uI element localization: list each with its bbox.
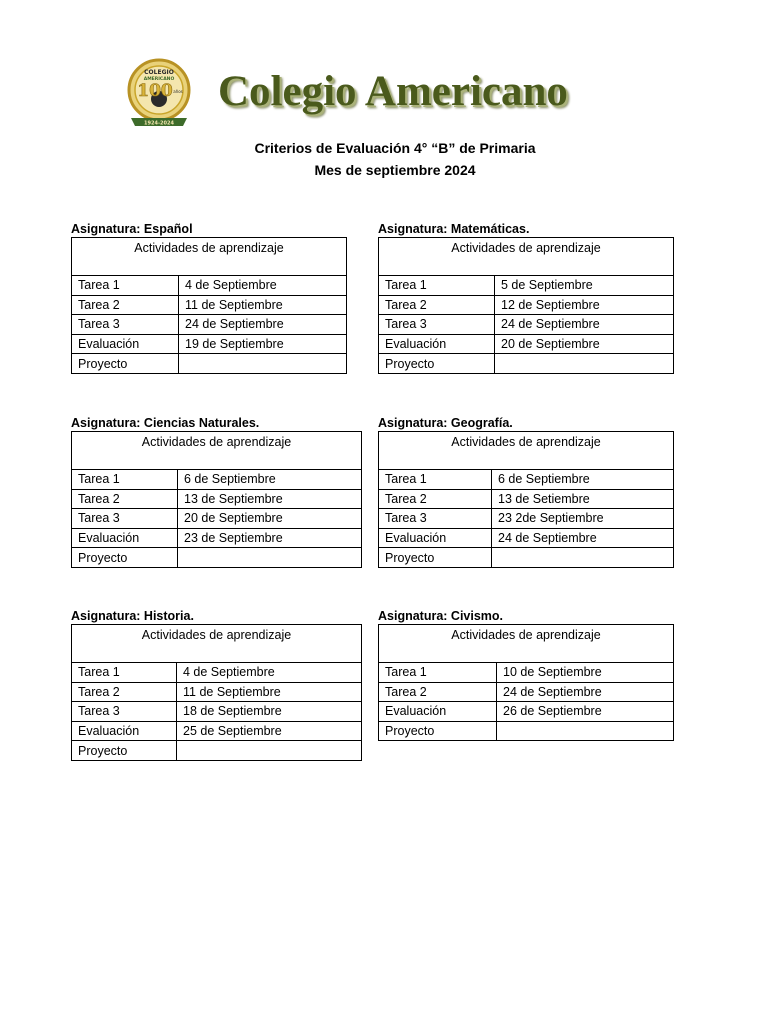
subject-label: Asignatura: Ciencias Naturales. <box>71 416 260 430</box>
table-header: Actividades de aprendizaje <box>72 238 347 276</box>
activity-cell: Proyecto <box>379 354 495 374</box>
table-row <box>379 682 674 702</box>
logo-number: 100 <box>137 81 173 101</box>
activity-cell: Evaluación <box>72 528 178 548</box>
table-row <box>72 470 362 490</box>
school-crest-logo <box>121 56 197 132</box>
table-row <box>72 741 362 761</box>
subject-label: Asignatura: Historia. <box>71 609 194 623</box>
date-cell: 23 de Septiembre <box>178 528 362 548</box>
activity-cell: Tarea 2 <box>72 489 178 509</box>
table-header-row <box>379 238 674 276</box>
table-row <box>379 354 674 374</box>
date-cell <box>495 354 674 374</box>
date-cell: 19 de Septiembre <box>179 334 347 354</box>
logo-text-sub: AMERICANO <box>143 77 175 82</box>
table-row <box>379 528 674 548</box>
table-row <box>72 334 347 354</box>
subject-block-geografia <box>378 415 674 568</box>
activities-table <box>378 431 674 568</box>
activity-cell: Tarea 2 <box>379 489 492 509</box>
school-name: Colegio Americano <box>218 68 568 115</box>
table-row <box>72 682 362 702</box>
subject-label: Asignatura: Geografía. <box>378 416 513 430</box>
subject-label: Asignatura: Matemáticas. <box>378 222 530 236</box>
table-header: Actividades de aprendizaje <box>72 432 362 470</box>
table-row <box>72 721 362 741</box>
table-row <box>379 315 674 335</box>
date-cell: 26 de Septiembre <box>497 702 674 722</box>
table-row <box>72 702 362 722</box>
activity-cell: Evaluación <box>379 528 492 548</box>
activities-table <box>378 237 674 374</box>
activity-cell: Tarea 3 <box>72 702 177 722</box>
activity-cell: Proyecto <box>72 354 179 374</box>
date-cell: 13 de Setiembre <box>492 489 674 509</box>
date-cell: 6 de Septiembre <box>492 470 674 490</box>
logo-years: años <box>173 89 183 94</box>
activity-cell: Tarea 2 <box>379 295 495 315</box>
date-cell: 24 de Septiembre <box>495 315 674 335</box>
table-header-row <box>72 625 362 663</box>
activity-cell: Tarea 1 <box>72 276 179 296</box>
activity-cell: Proyecto <box>72 741 177 761</box>
table-header-row <box>379 432 674 470</box>
activity-cell: Tarea 1 <box>379 663 497 683</box>
activities-table <box>378 624 674 741</box>
date-cell: 24 de Septiembre <box>497 682 674 702</box>
date-cell: 13 de Septiembre <box>178 489 362 509</box>
page-title: Criterios de Evaluación 4° “B” de Primaria <box>254 140 536 156</box>
table-header-row <box>379 625 674 663</box>
date-cell: 6 de Septiembre <box>178 470 362 490</box>
table-header: Actividades de aprendizaje <box>72 625 362 663</box>
table-row <box>72 354 347 374</box>
activity-cell: Tarea 3 <box>72 509 178 529</box>
date-cell: 20 de Septiembre <box>495 334 674 354</box>
date-cell: 5 de Septiembre <box>495 276 674 296</box>
subject-block-civismo <box>378 608 674 741</box>
table-row <box>72 276 347 296</box>
activity-cell: Proyecto <box>379 721 497 741</box>
activity-cell: Evaluación <box>379 334 495 354</box>
table-row <box>379 509 674 529</box>
table-row <box>379 470 674 490</box>
date-cell: 24 de Septiembre <box>179 315 347 335</box>
activity-cell: Tarea 2 <box>379 682 497 702</box>
table-row <box>72 509 362 529</box>
date-cell <box>492 548 674 568</box>
table-row <box>379 295 674 315</box>
table-row <box>379 276 674 296</box>
table-row <box>379 663 674 683</box>
activity-cell: Proyecto <box>379 548 492 568</box>
table-header: Actividades de aprendizaje <box>379 432 674 470</box>
table-row <box>379 334 674 354</box>
activity-cell: Tarea 1 <box>379 470 492 490</box>
activity-cell: Tarea 1 <box>72 663 177 683</box>
activity-cell: Tarea 3 <box>379 315 495 335</box>
subject-block-historia <box>71 608 362 761</box>
date-cell: 24 de Septiembre <box>492 528 674 548</box>
date-cell: 4 de Septiembre <box>177 663 362 683</box>
date-cell <box>178 548 362 568</box>
subject-block-espanol <box>71 221 347 374</box>
activities-table <box>71 431 362 568</box>
activity-cell: Tarea 3 <box>72 315 179 335</box>
date-cell: 25 de Septiembre <box>177 721 362 741</box>
table-row <box>72 663 362 683</box>
activity-cell: Proyecto <box>72 548 178 568</box>
activities-table <box>71 237 347 374</box>
activity-cell: Tarea 1 <box>72 470 178 490</box>
table-row <box>72 315 347 335</box>
activity-cell: Tarea 2 <box>72 682 177 702</box>
table-row <box>379 702 674 722</box>
date-cell: 10 de Septiembre <box>497 663 674 683</box>
date-cell: 18 de Septiembre <box>177 702 362 722</box>
table-row <box>379 489 674 509</box>
subject-label: Asignatura: Civismo. <box>378 609 504 623</box>
activity-cell: Tarea 3 <box>379 509 492 529</box>
activities-table <box>71 624 362 761</box>
table-row <box>379 721 674 741</box>
table-header-row <box>72 238 347 276</box>
table-header-row <box>72 432 362 470</box>
activity-cell: Tarea 2 <box>72 295 179 315</box>
subject-block-ciencias-naturales <box>71 415 362 568</box>
date-cell: 4 de Septiembre <box>179 276 347 296</box>
date-cell: 11 de Septiembre <box>177 682 362 702</box>
school-crest-icon <box>121 56 197 132</box>
table-row <box>72 528 362 548</box>
date-cell <box>497 721 674 741</box>
date-cell <box>177 741 362 761</box>
date-cell: 12 de Septiembre <box>495 295 674 315</box>
activity-cell: Tarea 1 <box>379 276 495 296</box>
logo-ribbon: 1924-2024 <box>144 120 174 127</box>
table-header: Actividades de aprendizaje <box>379 238 674 276</box>
date-cell: 20 de Septiembre <box>178 509 362 529</box>
table-row <box>379 548 674 568</box>
date-cell: 23 2de Septiembre <box>492 509 674 529</box>
page-subtitle: Mes de septiembre 2024 <box>314 162 476 178</box>
activity-cell: Evaluación <box>72 721 177 741</box>
date-cell: 11 de Septiembre <box>179 295 347 315</box>
table-row <box>72 489 362 509</box>
table-header: Actividades de aprendizaje <box>379 625 674 663</box>
logo-text-top: COLEGIO <box>144 69 174 76</box>
activity-cell: Evaluación <box>72 334 179 354</box>
date-cell <box>179 354 347 374</box>
activity-cell: Evaluación <box>379 702 497 722</box>
subject-block-matematicas <box>378 221 674 374</box>
subject-label: Asignatura: Español <box>71 222 193 236</box>
table-row <box>72 295 347 315</box>
table-row <box>72 548 362 568</box>
